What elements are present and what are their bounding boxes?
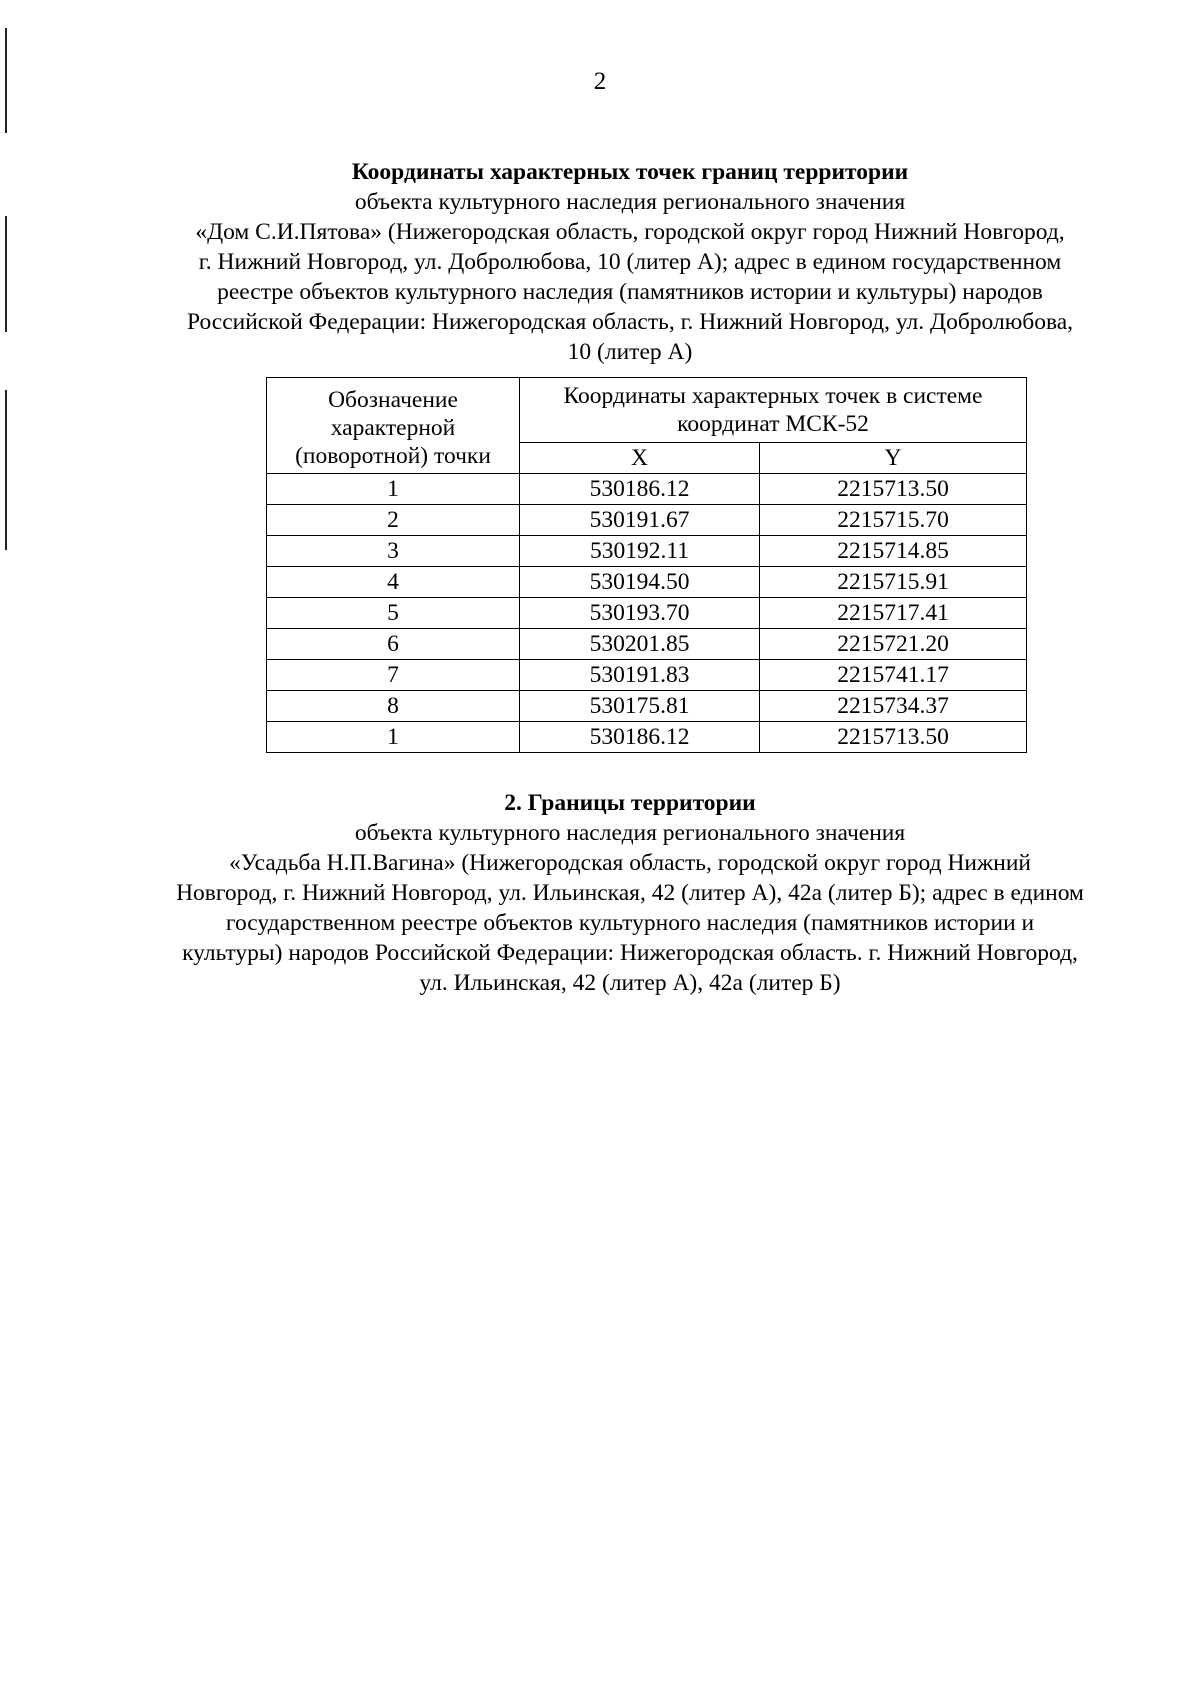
header-coordinates-group bbox=[520, 378, 1027, 443]
cell-point: 2 bbox=[267, 505, 520, 536]
section-1-text-line: реестре объектов культурного наследия (памятников истории и культуры) народов bbox=[217, 279, 1043, 305]
cell-point: 1 bbox=[267, 474, 520, 505]
section-2-text-line: культуры) народов Российской Федерации: Нижегородская область. г. Нижний Новгород, bbox=[182, 940, 1078, 966]
header-y: Y bbox=[760, 443, 1027, 474]
header-point-designation bbox=[267, 378, 520, 474]
table-row bbox=[267, 660, 1027, 691]
coordinates-table bbox=[266, 377, 1027, 753]
header-group-line: координат МСК-52 bbox=[677, 411, 869, 437]
cell-y: 2215713.50 bbox=[760, 474, 1027, 505]
cell-x: 530175.81 bbox=[520, 691, 760, 722]
cell-y: 2215715.91 bbox=[760, 567, 1027, 598]
table-row bbox=[267, 567, 1027, 598]
cell-y: 2215717.41 bbox=[760, 598, 1027, 629]
section-2-text-line: Новгород, г. Нижний Новгород, ул. Ильинская, 42 (литер А), 42а (литер Б); адрес в едином bbox=[176, 880, 1084, 906]
section-2-text-line: объекта культурного наследия регионального значения bbox=[354, 820, 906, 846]
header-point-line: Обозначение bbox=[328, 386, 458, 413]
cell-y: 2215714.85 bbox=[760, 536, 1027, 567]
header-group-line: Координаты характерных точек в системе bbox=[563, 383, 983, 409]
table-row bbox=[267, 598, 1027, 629]
cell-point: 5 bbox=[267, 598, 520, 629]
table-row bbox=[267, 722, 1027, 753]
cell-y: 2215715.70 bbox=[760, 505, 1027, 536]
cell-y: 2215734.37 bbox=[760, 691, 1027, 722]
cell-point: 4 bbox=[267, 567, 520, 598]
cell-point: 7 bbox=[267, 660, 520, 691]
cell-x: 530194.50 bbox=[520, 567, 760, 598]
cell-x: 530191.83 bbox=[520, 660, 760, 691]
cell-point: 1 bbox=[267, 722, 520, 753]
cell-y: 2215721.20 bbox=[760, 629, 1027, 660]
section-1-title: Координаты характерных точек границ территории bbox=[351, 159, 909, 185]
cell-point: 6 bbox=[267, 629, 520, 660]
section-1-text-line: объекта культурного наследия регионального значения bbox=[354, 189, 906, 215]
scan-edge-line bbox=[5, 390, 7, 550]
section-1-text-line: «Дом С.И.Пятова» (Нижегородская область, городской округ город Нижний Новгород, bbox=[195, 219, 1065, 245]
cell-x: 530192.11 bbox=[520, 536, 760, 567]
section-2-text-line: «Усадьба Н.П.Вагина» (Нижегородская область, городской округ город Нижний bbox=[229, 850, 1031, 876]
cell-x: 530191.67 bbox=[520, 505, 760, 536]
page-number: 2 bbox=[593, 68, 607, 95]
section-1-text-line: 10 (литер А) bbox=[567, 339, 693, 365]
cell-point: 3 bbox=[267, 536, 520, 567]
section-1-heading bbox=[150, 157, 1110, 367]
section-2-heading bbox=[150, 788, 1110, 998]
table-row bbox=[267, 629, 1027, 660]
header-x: X bbox=[520, 443, 760, 474]
cell-y: 2215713.50 bbox=[760, 722, 1027, 753]
header-point-line: характерной bbox=[330, 414, 456, 441]
section-2-title: 2. Границы территории bbox=[504, 790, 756, 816]
cell-y: 2215741.17 bbox=[760, 660, 1027, 691]
table-row bbox=[267, 691, 1027, 722]
section-2-text-line: ул. Ильинская, 42 (литер А), 42а (литер Б) bbox=[419, 970, 841, 996]
header-point-line: (поворотной) точки bbox=[295, 442, 491, 469]
table-row bbox=[267, 536, 1027, 567]
cell-x: 530186.12 bbox=[520, 474, 760, 505]
table-row bbox=[267, 505, 1027, 536]
scan-edge-line bbox=[5, 216, 7, 332]
cell-x: 530186.12 bbox=[520, 722, 760, 753]
section-1-text-line: Российской Федерации: Нижегородская область, г. Нижний Новгород, ул. Добролюбова, bbox=[186, 309, 1074, 335]
cell-x: 530201.85 bbox=[520, 629, 760, 660]
table-row bbox=[267, 474, 1027, 505]
cell-x: 530193.70 bbox=[520, 598, 760, 629]
cell-point: 8 bbox=[267, 691, 520, 722]
section-1-text-line: г. Нижний Новгород, ул. Добролюбова, 10 (литер А); адрес в едином государственном bbox=[198, 249, 1062, 275]
section-2-text-line: государственном реестре объектов культурного наследия (памятников истории и bbox=[225, 910, 1035, 936]
